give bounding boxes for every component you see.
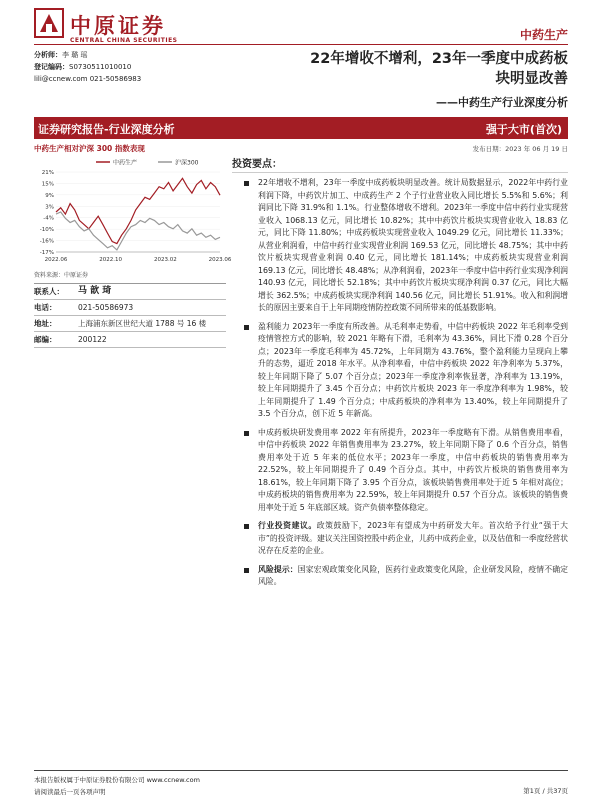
contact-value: 021-50586973 — [78, 303, 134, 312]
bullet-icon — [244, 181, 249, 186]
contact-key: 联系人： — [34, 287, 64, 296]
reg-number: S0730511010010 — [69, 63, 132, 71]
legend-label: 沪深300 — [175, 159, 199, 167]
y-tick-label: 21% — [41, 170, 54, 176]
x-tick-label: 2023.02 — [153, 257, 177, 263]
contact-key: 电话： — [34, 303, 57, 312]
key-point-paragraph — [232, 321, 568, 421]
analyst-label: 分析师： — [34, 51, 62, 59]
chart-title: 中药生产相对沪深 300 指数表现 — [34, 144, 145, 153]
report-title-line2: 块明显改善 — [495, 71, 568, 87]
y-tick-label: -10% — [39, 227, 54, 234]
contact-row — [34, 284, 226, 300]
y-tick-label: 9% — [45, 192, 54, 199]
key-points-list — [232, 177, 568, 589]
key-point-text: 政策鼓励下，2023年有望成为中药研发大年。首次给予行业“强于大市”的投资评级。建议关注国资控股中药企业，儿药中成药企业，以及估值和一季度经营状况存在反差的企业。 — [258, 521, 568, 555]
report-subtitle: ——中药生产行业深度分析 — [436, 96, 568, 109]
sector-tag: 中药生产 — [519, 28, 568, 42]
analyst-info — [34, 49, 141, 85]
key-point-text: 中成药板块研发费用率 2022 年有所提升，2023年一季度略有下滑。从销售费用率看，中信中药板块 2022 年销售费用率为 23.27%，较上年同期下降了 0.6 个百分点，销售费用率处于近 5 年来的低位水平；2023年一季度，中信中药板块的销售费用率为 22.52%，较上年同期提升了 0.49 个百分点。其中，中药饮片板块的销售费用率为 18.61%，较上年同期下降了 3.95 个百分点，该板块销售费用率处于近 5 年相对高位；中成药板块的销售费用率为 22.59%，较上年同期提升 0.57 个百分点。该板块的销售费用率处于近 5 年底部区域。资产负债率整体稳定。 — [258, 427, 568, 512]
page-number: 第1页 / 共37页 — [523, 787, 568, 795]
y-tick-label: 3% — [45, 204, 54, 211]
key-point-paragraph — [232, 564, 568, 589]
footer-notice — [34, 774, 200, 798]
key-points — [232, 155, 568, 595]
key-point-paragraph — [232, 177, 568, 315]
company-name-cn: 中原证券 — [70, 14, 166, 38]
y-tick-label: 15% — [41, 181, 54, 188]
performance-chart — [34, 156, 232, 268]
key-point-paragraph — [232, 520, 568, 558]
key-point-text: 22年增收不增利，23年一季度中成药板块明显改善。统计局数据显示，2022年中药行业利润下降，中药饮片加工、中成药生产 2 个子行业营业收入同比增长 5.5%和 5.6%；利润同比下降 31.9%和 1.1%。行业整体增收不增利。2023年一季度中信中药行业实现营业收入 1068.13 亿元，同比增长 10.82%；其中中药饮片板块实现营业收入 18.83 亿元，同比下降 11.80%；中成药板块实现营业收入 1049.29 亿元，同比增长 11.33%；从营业利润看，中信中药行业实现营业利润 169.53 亿元，同比增长 48.75%；其中中药饮片板块实现营业利润 0.40 亿元，同比增长 181.14%；中成药板块实现营业利润 169.13 亿元，同比增长 48.48%；从净利润看，2023年一季度中信中药行业实现净利润 140.93 亿元，同比增长 52.18%；其中中药饮片板块实现净利润 0.37 亿元，同比大幅增长 362.5%；中成药板块实现净利润 140.56 亿元，同比增长 51.91%。收入和利润增长的原因主要来自于上年同期疫情防控政策不同所带来的低基数影响。 — [258, 178, 568, 312]
y-tick-label: -16% — [39, 238, 54, 245]
chart-source: 资料来源：中原证券 — [34, 272, 89, 279]
company-name-en: CENTRAL CHINA SECURITIES — [70, 37, 178, 44]
key-point-text: 盈利能力 2023年一季度有所改善。从毛利率走势看，中信中药板块 2022 年毛利率受到疫情管控方式的影响，较 2021 年略有下滑，毛利率为 43.36%，同比下滑 0.28 个百分点；2023年一季度毛利率为 45.72%，上年同期为 43.76%，整个盈利能力呈现向上攀升的态势，逼近 2018 年水平。从净利率看，中信中药板块 2022 年净利率为 5.37%，较上年同期下降了 5.07 个百分点；2023年一季度净利率恢显著，净利率为 13.19%，较上年同期提升了 3.45 个百分点；中药饮片板块 2023 年一季度净利率为 1.98%，较上年同期提升了 1.49 个百分点；中成药板块的净利率为 13.40%，较上年同期提升了 3.5 个百分点，创下近 5 年新高。 — [258, 321, 568, 418]
bullet-icon — [244, 431, 249, 436]
bullet-icon — [244, 325, 249, 330]
y-tick-label: -4% — [43, 215, 54, 222]
x-tick-label: 2022.10 — [99, 257, 123, 263]
contact-value: 马 歆 琦 — [78, 286, 112, 296]
analyst-contact[interactable]: lili@ccnew.com 021-50586983 — [34, 75, 142, 83]
contact-key: 邮编： — [34, 335, 57, 344]
contact-row — [34, 300, 226, 316]
contact-key: 地址： — [34, 319, 57, 328]
contact-value: 上海浦东新区世纪大道 1788 号 16 楼 — [78, 319, 207, 328]
report-type-band — [34, 117, 568, 139]
report-title — [238, 49, 568, 89]
key-points-heading: 投资要点： — [232, 155, 568, 173]
header-divider — [34, 44, 568, 45]
key-point-text: 国家宏观政策变化风险，医药行业政策变化风险，企业研发风险，疫情不确定风险。 — [258, 564, 569, 586]
rating-label: 强于大市(首次) — [485, 123, 562, 136]
contact-row — [34, 332, 226, 348]
release-date: 发布日期：2023 年 06 月 19 日 — [472, 145, 568, 153]
key-point-paragraph — [232, 427, 568, 515]
x-tick-label: 2022.06 — [44, 257, 68, 263]
legend-label: 中药生产 — [113, 159, 138, 167]
report-type-label: 证券研究报告-行业深度分析 — [38, 123, 175, 136]
analyst-name: 李 璐 瑶 — [62, 51, 88, 59]
contact-info — [34, 283, 226, 348]
bullet-icon — [244, 524, 249, 529]
performance-chart-svg — [34, 156, 232, 268]
footer-divider — [34, 770, 568, 771]
reg-row — [34, 61, 141, 73]
x-tick-label: 2023.06 — [208, 257, 232, 263]
contact-row — [34, 316, 226, 332]
key-point-lead: 行业投资建议。 — [258, 521, 317, 530]
company-logo-mark-icon — [34, 8, 64, 38]
report-title-line1: 22年增收不增利，23年一季度中成药板 — [310, 51, 568, 67]
contact-value: 200122 — [78, 335, 107, 344]
y-tick-label: -17% — [39, 250, 54, 256]
bullet-icon — [244, 568, 249, 573]
footer-copyright: 本报告版权属于中原证券股份有限公司 www.ccnew.com — [34, 776, 200, 784]
company-logo — [34, 8, 194, 48]
left-sidebar — [34, 143, 232, 348]
reg-label: 登记编码： — [34, 63, 69, 71]
key-point-lead: 风险提示： — [258, 564, 298, 574]
analyst-row — [34, 49, 141, 61]
footer-disclaimer-link[interactable]: 请阅读最后一页各项声明 — [34, 788, 106, 796]
